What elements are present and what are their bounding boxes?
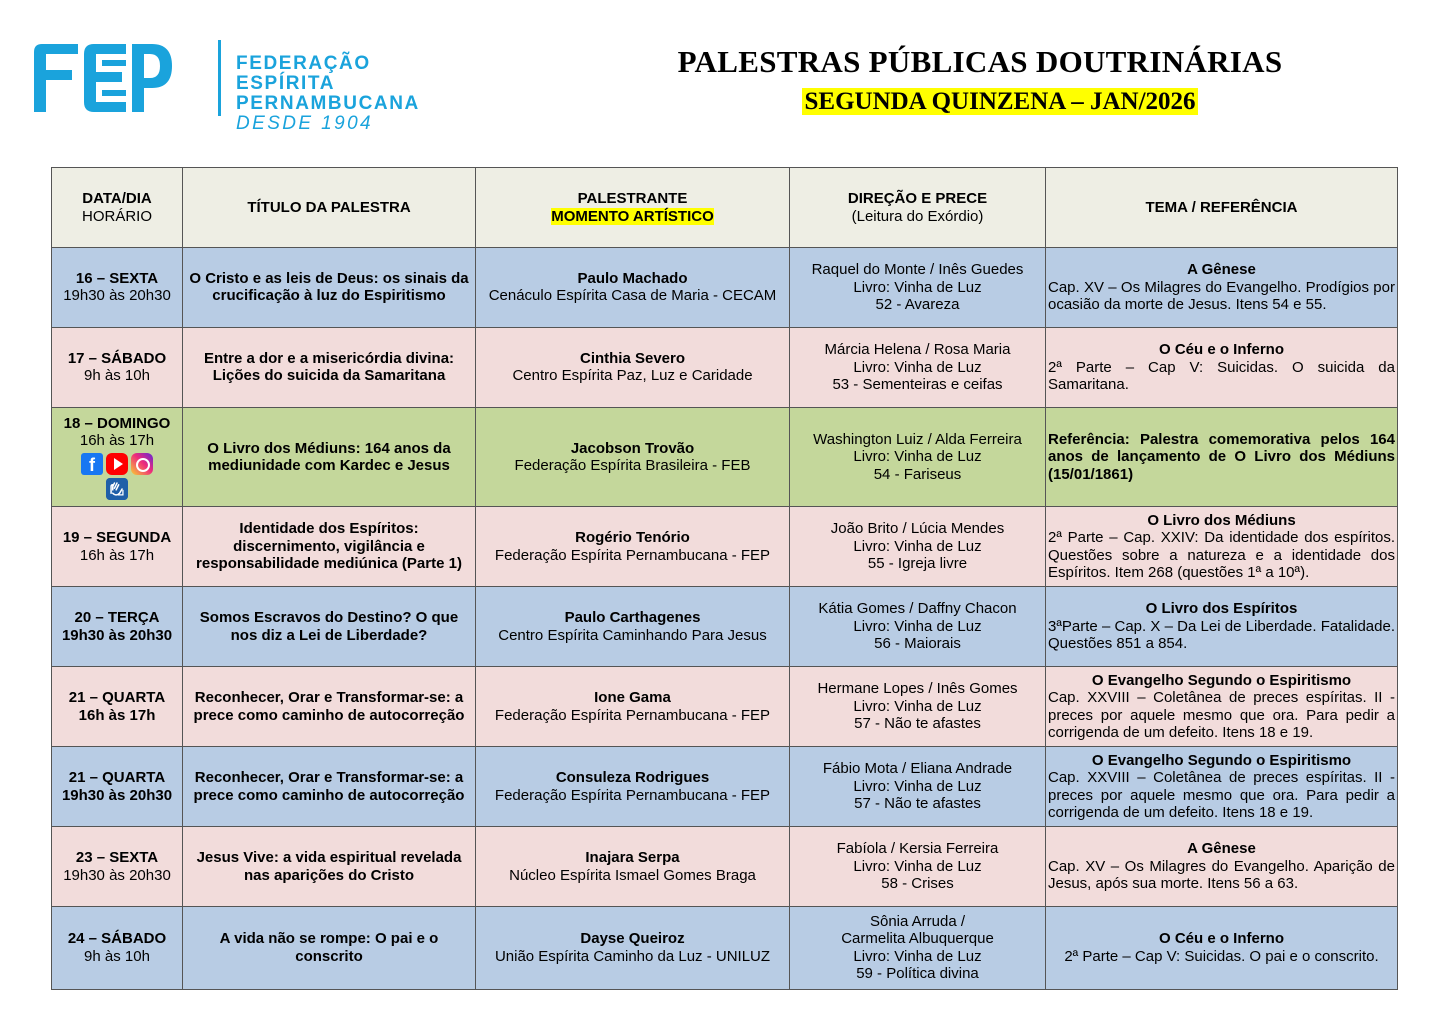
direction-cell	[790, 327, 1046, 407]
speaker-name: Dayse Queiroz	[580, 930, 685, 948]
speaker-cell	[476, 248, 790, 328]
speaker-name: Rogério Tenório	[575, 529, 690, 547]
direction-names: Fábio Mota / Eliana Andrade	[822, 760, 1013, 778]
speaker-center: Federação Espírita Pernambucana - FEP	[494, 786, 771, 804]
reading-chapter: 55 - Igreja livre	[867, 555, 968, 573]
col-header-direction	[790, 168, 1046, 248]
theme-title: O Evangelho Segundo o Espiritismo	[1091, 671, 1352, 689]
theme-text: 2ª Parte – Cap V: Suicidas. O suicida da Samaritana.	[1048, 358, 1395, 394]
date-cell	[52, 747, 183, 827]
theme-cell	[1046, 507, 1398, 587]
date-cell	[52, 327, 183, 407]
speaker-cell	[476, 327, 790, 407]
fep-logo	[34, 38, 454, 134]
facebook-icon[interactable]: f	[81, 453, 103, 475]
direction-cell	[790, 407, 1046, 506]
table-row	[52, 667, 1398, 747]
table-row	[52, 507, 1398, 587]
direction-names: João Brito / Lúcia Mendes	[830, 520, 1005, 538]
logo-wordmark	[236, 54, 454, 134]
col-header-speaker-label: PALESTRANTE	[577, 190, 688, 207]
logo-divider	[218, 40, 221, 116]
col-header-date-label: DATA/DIA	[82, 190, 152, 207]
theme-text: Cap. XV – Os Milagres do Evangelho. Aparição de Jesus, após sua morte. Itens 56 a 63.	[1048, 857, 1395, 893]
speaker-name: Paulo Carthagenes	[564, 609, 701, 627]
direction-cell	[790, 507, 1046, 587]
direction-names: Sônia Arruda /	[869, 912, 966, 930]
date-cell	[52, 587, 183, 667]
speaker-name: Paulo Machado	[577, 269, 688, 287]
direction-cell	[790, 248, 1046, 328]
talk-title: Reconhecer, Orar e Transformar-se: a prece como caminho de autocorreção	[183, 667, 476, 747]
speaker-center: Cenáculo Espírita Casa de Maria - CECAM	[488, 287, 777, 305]
table-row	[52, 407, 1398, 506]
theme-title: O Céu e o Inferno	[1158, 930, 1284, 948]
date-cell	[52, 906, 183, 989]
time-label: 16h às 17h	[78, 706, 156, 724]
talk-title: O Livro dos Médiuns: 164 anos da mediunidade com Kardec e Jesus	[183, 407, 476, 506]
instagram-icon[interactable]	[131, 453, 153, 475]
day-label: 21 – QUARTA	[68, 689, 166, 707]
speaker-name: Cinthia Severo	[579, 349, 686, 367]
date-cell	[52, 827, 183, 907]
speaker-center: União Espírita Caminho da Luz - UNILUZ	[494, 947, 771, 965]
col-header-direction-note: (Leitura do Exórdio)	[851, 207, 984, 225]
table-row	[52, 248, 1398, 328]
theme-text: Cap. XXVIII – Coletânea de preces espíritas. II - preces por aquele mesmo que ora. Para pedir a corrigenda de um defeito. Itens 18 e 19.	[1048, 689, 1395, 742]
table-row	[52, 587, 1398, 667]
time-label: 16h às 17h	[79, 546, 155, 564]
speaker-cell	[476, 906, 790, 989]
logo-line-1: FEDERAÇÃO ESPÍRITA	[236, 53, 371, 94]
theme-cell	[1046, 827, 1398, 907]
talk-title: Entre a dor e a misericórdia divina: Lições do suicida da Samaritana	[183, 327, 476, 407]
talk-title: Reconhecer, Orar e Transformar-se: a prece como caminho de autocorreção	[183, 747, 476, 827]
theme-cell	[1046, 667, 1398, 747]
col-header-artistic-label: MOMENTO ARTÍSTICO	[551, 207, 714, 225]
direction-names: Márcia Helena / Rosa Maria	[824, 341, 1011, 359]
theme-cell	[1046, 327, 1398, 407]
direction-cell	[790, 587, 1046, 667]
social-icons	[54, 453, 180, 475]
talk-title: A vida não se rompe: O pai e o conscrito	[183, 906, 476, 989]
theme-title: O Céu e o Inferno	[1158, 341, 1284, 359]
speaker-center: Centro Espírita Caminhando Para Jesus	[498, 626, 767, 644]
reading-chapter: 58 - Crises	[881, 875, 954, 893]
col-header-date	[52, 168, 183, 248]
speaker-cell	[476, 507, 790, 587]
time-label: 19h30 às 20h30	[63, 866, 171, 884]
speaker-cell	[476, 747, 790, 827]
day-label: 23 – SEXTA	[75, 849, 159, 866]
time-label: 16h às 17h	[79, 432, 155, 450]
table-row	[52, 747, 1398, 827]
direction-cell	[790, 827, 1046, 907]
talk-title: Somos Escravos do Destino? O que nos diz a Lei de Liberdade?	[183, 587, 476, 667]
reading-chapter: 59 - Política divina	[856, 965, 979, 983]
reading-book: Livro: Vinha de Luz	[853, 857, 982, 875]
speaker-center: Federação Espírita Brasileira - FEB	[514, 457, 751, 475]
reading-book: Livro: Vinha de Luz	[853, 448, 982, 466]
reading-book: Livro: Vinha de Luz	[853, 358, 982, 376]
day-label: 19 – SEGUNDA	[62, 529, 172, 547]
reading-chapter: 57 - Não te afastes	[854, 795, 981, 813]
time-label: 19h30 às 20h30	[63, 287, 171, 305]
speaker-center: Centro Espírita Paz, Luz e Caridade	[512, 367, 753, 385]
page-subtitle-wrap	[600, 88, 1400, 116]
reading-book: Livro: Vinha de Luz	[853, 617, 982, 635]
direction-cell	[790, 906, 1046, 989]
speaker-center: Federação Espírita Pernambucana - FEP	[494, 706, 771, 724]
day-label: 20 – TERÇA	[74, 609, 160, 627]
reading-chapter: 52 - Avareza	[875, 296, 960, 314]
reading-chapter: 56 - Maiorais	[874, 635, 961, 653]
theme-text: 2ª Parte – Cap V: Suicidas. O pai e o conscrito.	[1064, 947, 1379, 965]
talk-title: O Cristo e as leis de Deus: os sinais da crucificação à luz do Espiritismo	[183, 248, 476, 328]
day-label: 17 – SÁBADO	[67, 349, 167, 367]
direction-names-cont: Carmelita Albuquerque	[841, 930, 994, 948]
date-cell	[52, 407, 183, 506]
reading-book: Livro: Vinha de Luz	[853, 537, 982, 555]
theme-text: Cap. XXVIII – Coletânea de preces espíritas. II - preces por aquele mesmo que ora. Para pedir a corrigenda de um defeito. Itens 18 e 19.	[1048, 769, 1395, 822]
talk-title: Identidade dos Espíritos: discernimento, vigilância e responsabilidade mediúnica (Parte 1)	[183, 507, 476, 587]
direction-cell	[790, 667, 1046, 747]
col-header-theme	[1046, 168, 1398, 248]
time-label: 19h30 às 20h30	[61, 786, 173, 804]
speaker-name: Ione Gama	[594, 689, 671, 707]
date-cell	[52, 507, 183, 587]
speaker-center: Núcleo Espírita Ismael Gomes Braga	[509, 866, 756, 884]
day-label: 21 – QUARTA	[68, 769, 166, 787]
theme-cell	[1046, 587, 1398, 667]
accessibility-icons	[54, 475, 180, 500]
col-header-theme-label: TEMA / REFERÊNCIA	[1145, 198, 1298, 216]
direction-names: Kátia Gomes / Daffny Chacon	[818, 600, 1017, 618]
speaker-name: Consuleza Rodrigues	[555, 769, 710, 787]
speaker-center: Federação Espírita Pernambucana - FEP	[494, 546, 771, 564]
day-label: 18 – DOMINGO	[63, 414, 171, 432]
speaker-name: Jacobson Trovão	[570, 439, 695, 457]
fep-logo-mark	[34, 44, 172, 112]
col-header-title	[183, 168, 476, 248]
speaker-cell	[476, 667, 790, 747]
speaker-cell	[476, 407, 790, 506]
time-label: 9h às 10h	[84, 367, 150, 385]
reading-chapter: 53 - Sementeiras e ceifas	[832, 376, 1003, 394]
direction-names: Raquel do Monte / Inês Guedes	[811, 261, 1024, 279]
table-row	[52, 906, 1398, 989]
table-row	[52, 827, 1398, 907]
theme-title: A Gênese	[1187, 840, 1256, 858]
day-label: 16 – SEXTA	[75, 269, 159, 287]
direction-names: Fabíola / Kersia Ferreira	[836, 840, 999, 858]
theme-text: 3ªParte – Cap. X – Da Lei de Liberdade. Fatalidade. Questões 851 a 854.	[1048, 617, 1395, 653]
reading-book: Livro: Vinha de Luz	[853, 947, 982, 965]
reading-chapter: 57 - Não te afastes	[854, 715, 981, 733]
table-row	[52, 327, 1398, 407]
speaker-name: Inajara Serpa	[585, 849, 680, 866]
talk-title: Jesus Vive: a vida espiritual revelada nas aparições do Cristo	[183, 827, 476, 907]
youtube-icon[interactable]	[106, 453, 128, 475]
direction-names: Washington Luiz / Alda Ferreira	[813, 430, 1022, 448]
day-label: 24 – SÁBADO	[67, 930, 167, 948]
time-label: 19h30 às 20h30	[61, 626, 173, 644]
reading-book: Livro: Vinha de Luz	[853, 777, 982, 795]
speaker-cell	[476, 587, 790, 667]
col-header-speaker	[476, 168, 790, 248]
reading-book: Livro: Vinha de Luz	[853, 697, 982, 715]
theme-title: O Livro dos Médiuns	[1147, 511, 1296, 529]
date-cell	[52, 667, 183, 747]
table-header-row	[52, 168, 1398, 248]
theme-text: 2ª Parte – Cap. XXIV: Da identidade dos espíritos. Questões sobre a natureza e a identidade dos Espíritos. Item 268 (questões 1ª a 10ª).	[1048, 529, 1395, 582]
theme-cell: Referência: Palestra comemorativa pelos 164 anos de lançamento de O Livro dos Médiuns (15/01/1861)	[1046, 407, 1398, 506]
theme-cell	[1046, 906, 1398, 989]
theme-title: O Livro dos Espíritos	[1145, 600, 1298, 618]
col-header-time-label: HORÁRIO	[81, 207, 152, 225]
date-cell	[52, 248, 183, 328]
sign-language-icon	[106, 478, 128, 500]
page-title: PALESTRAS PÚBLICAS DOUTRINÁRIAS	[677, 44, 1283, 79]
theme-title: A Gênese	[1187, 261, 1256, 279]
theme-cell	[1046, 747, 1398, 827]
theme-cell	[1046, 248, 1398, 328]
theme-title: O Evangelho Segundo o Espiritismo	[1091, 751, 1352, 769]
logo-line-2: PERNAMBUCANA	[236, 93, 420, 114]
direction-names: Hermane Lopes / Inês Gomes	[817, 680, 1018, 698]
speaker-cell	[476, 827, 790, 907]
reading-book: Livro: Vinha de Luz	[853, 278, 982, 296]
schedule-table	[51, 167, 1398, 990]
direction-cell	[790, 747, 1046, 827]
col-header-title-label: TÍTULO DA PALESTRA	[247, 198, 411, 216]
logo-line-3: DESDE 1904	[236, 113, 374, 134]
reading-chapter: 54 - Fariseus	[873, 465, 962, 483]
page-subtitle: SEGUNDA QUINZENA – JAN/2026	[804, 88, 1196, 115]
theme-text: Cap. XV – Os Milagres do Evangelho. Prodígios por ocasião da morte de Jesus. Itens 54 e 55.	[1048, 278, 1395, 314]
time-label: 9h às 10h	[84, 947, 150, 965]
col-header-direction-label: DIREÇÃO E PRECE	[847, 190, 988, 207]
